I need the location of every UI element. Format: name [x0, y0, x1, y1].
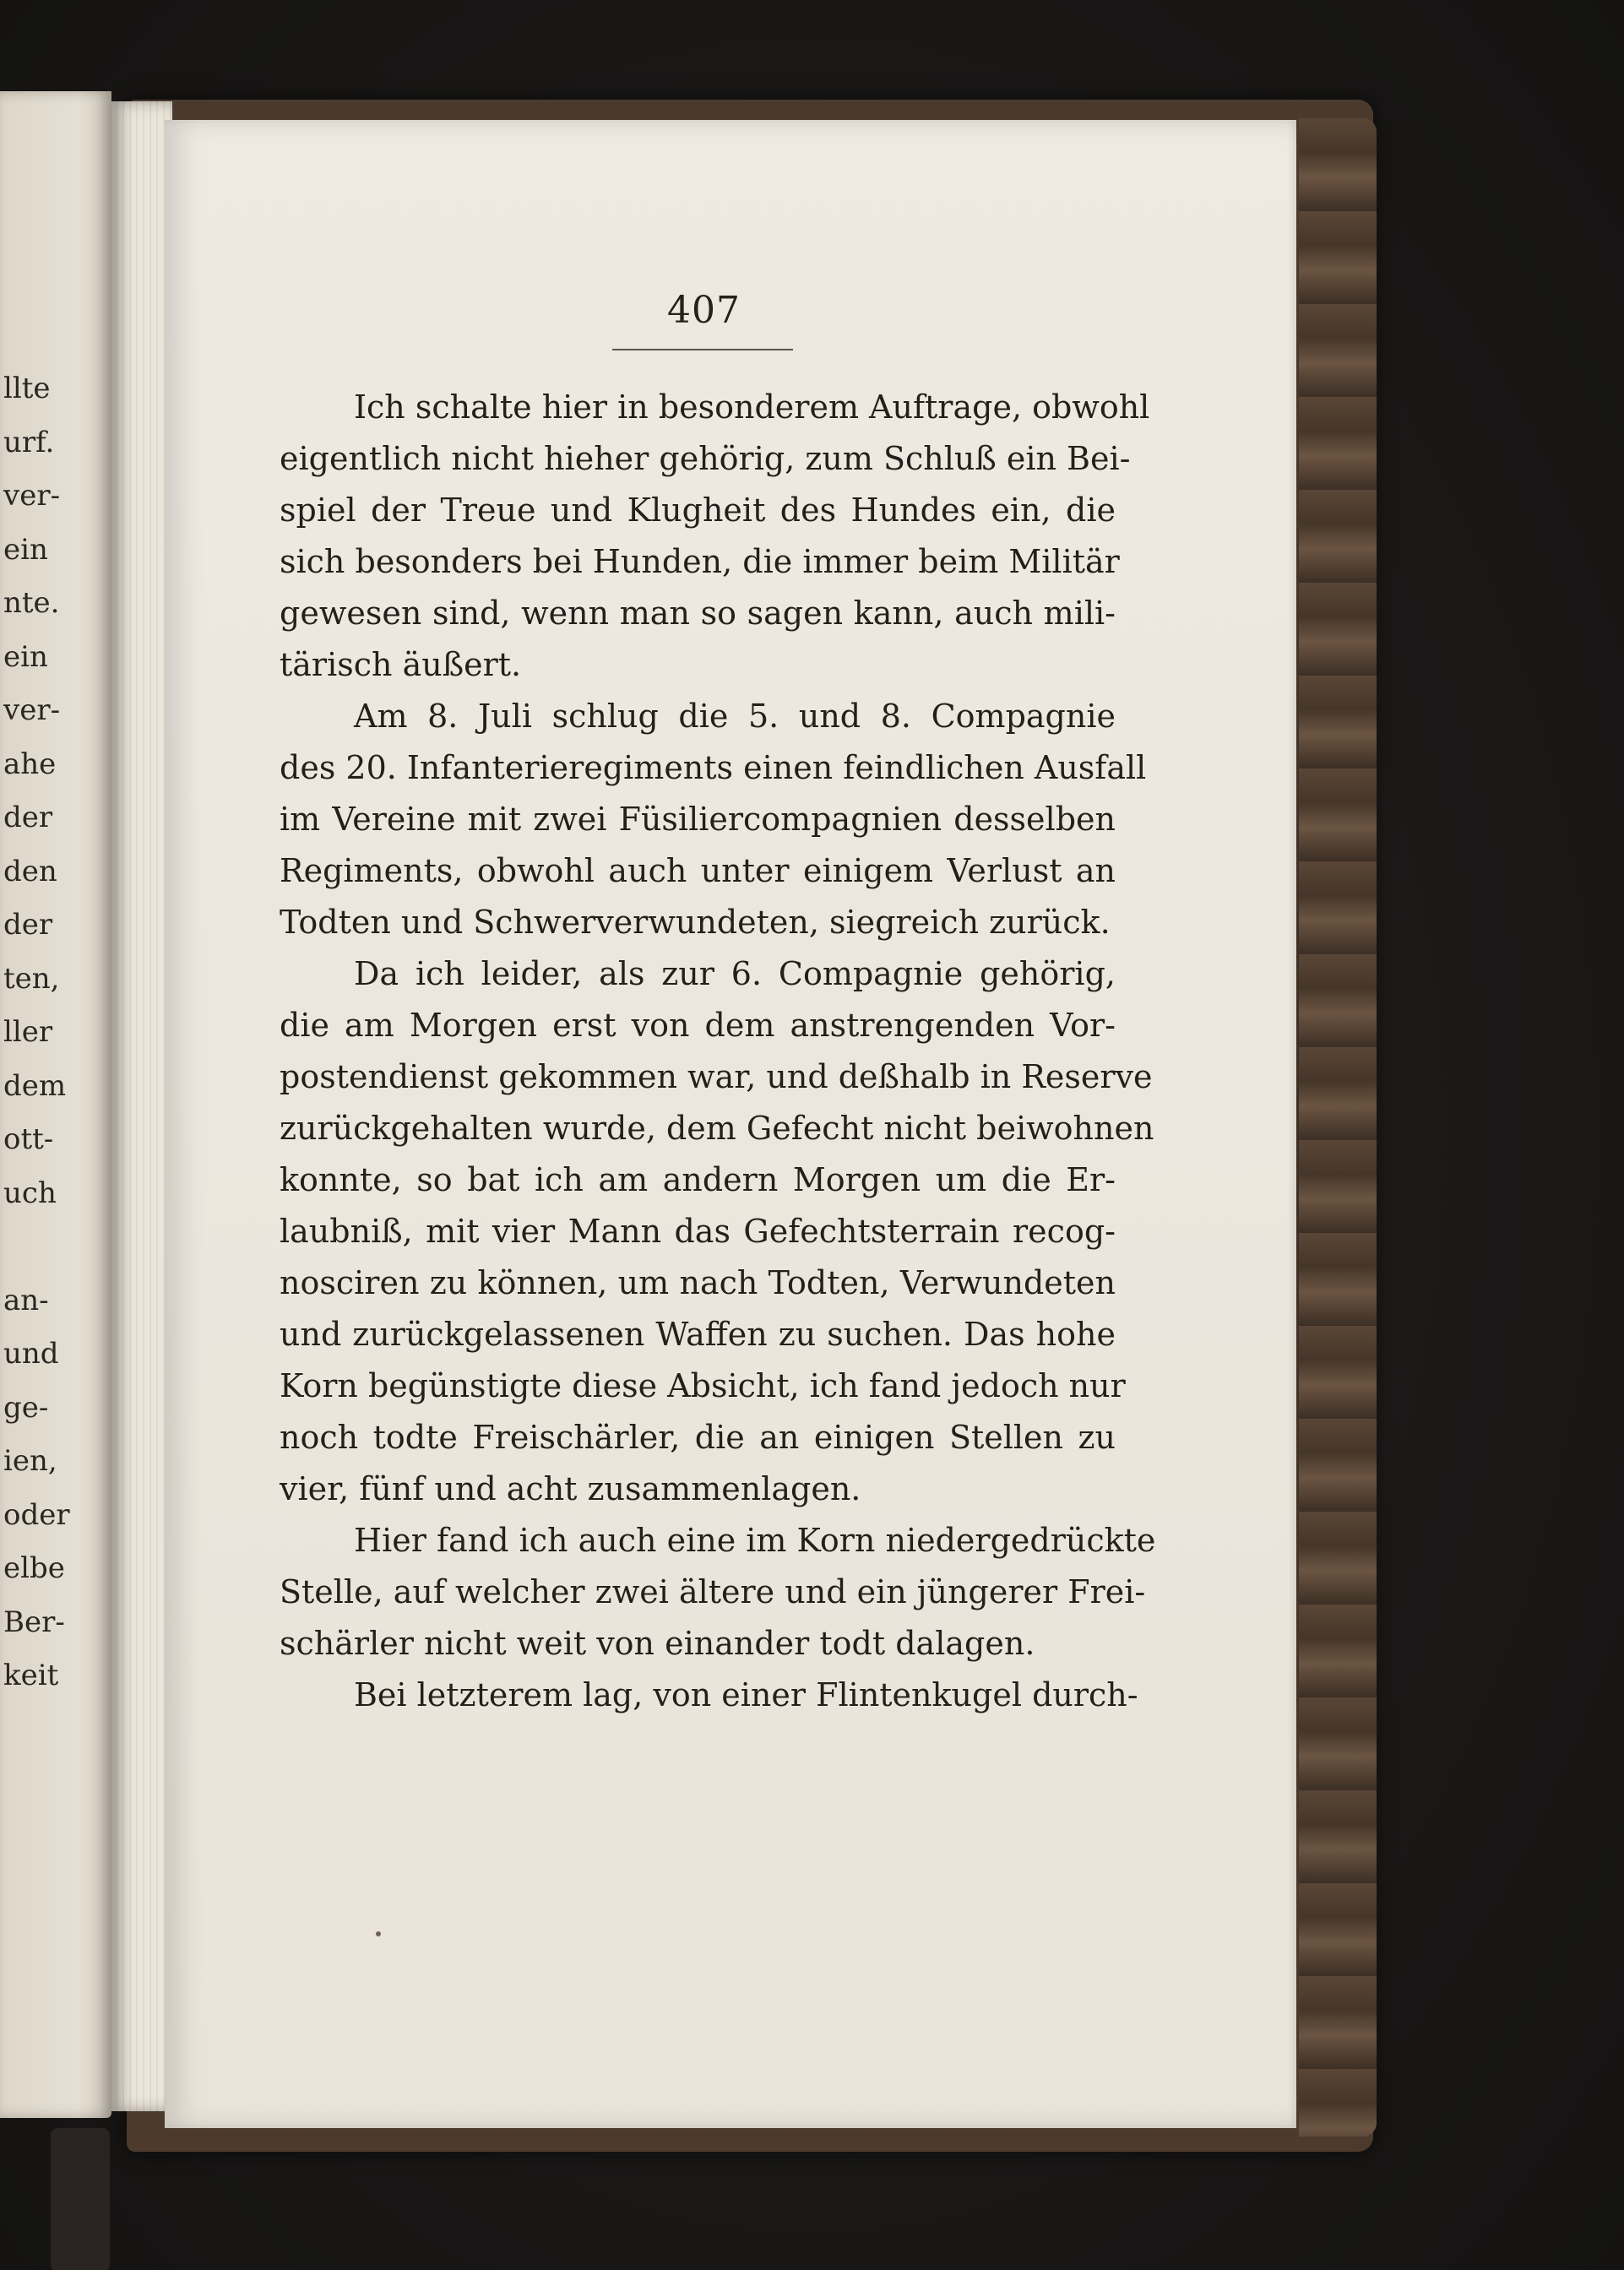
header-rule — [612, 349, 793, 350]
text-line: Da ich leider, als zur 6. Compagnie gehörig, — [354, 955, 1116, 992]
left-page-fragment: ott- — [3, 1122, 54, 1156]
text-line: Am 8. Juli schlug die 5. und 8. Compagnie — [354, 698, 1116, 735]
text-line: Ich schalte hier in besonderem Auftrage, obwohl — [354, 388, 1150, 426]
text-line: nosciren zu können, um nach Todten, Verwundeten — [280, 1264, 1116, 1301]
page-gutter — [111, 101, 172, 2111]
left-page-fragment: oder — [3, 1497, 70, 1532]
text-line: und zurückgelassenen Waffen zu suchen. Das hohe — [280, 1316, 1116, 1353]
left-page-fragment: ein — [3, 639, 48, 674]
text-line: noch todte Freischärler, die an einigen Stellen zu — [280, 1419, 1116, 1456]
left-page-fragment: uch — [3, 1176, 57, 1210]
left-page-fragment: ien, — [3, 1444, 57, 1478]
left-page-fragment: urf. — [3, 425, 55, 459]
text-line: spiel der Treue und Klugheit des Hundes ein, die — [280, 491, 1116, 529]
text-line: vier, fünf und acht zusammenlagen. — [280, 1470, 861, 1507]
text-line: eigentlich nicht hieher gehörig, zum Schluß ein Bei- — [280, 440, 1131, 477]
left-page-fragment: ten, — [3, 961, 60, 996]
paper-speck — [376, 1931, 381, 1936]
right-page — [165, 120, 1296, 2128]
text-line: gewesen sind, wenn man so sagen kann, auch mili- — [280, 595, 1116, 632]
text-line: Hier fand ich auch eine im Korn niedergedrückte — [354, 1522, 1156, 1559]
text-line: tärisch äußert. — [280, 646, 522, 683]
left-page — [0, 91, 111, 2118]
left-page-fragment: elbe — [3, 1551, 65, 1585]
left-page-fragment: den — [3, 854, 57, 888]
left-page-fragment: der — [3, 801, 53, 834]
left-page-fragment: ller — [3, 1015, 53, 1049]
book-cover-edge — [1299, 118, 1377, 2137]
text-line: Bei letzterem lag, von einer Flintenkugel durch- — [354, 1676, 1138, 1713]
left-page-fragment: Ber- — [3, 1605, 65, 1639]
text-line: laubniß, mit vier Mann das Gefechtsterrain recog- — [280, 1213, 1116, 1250]
text-line: Stelle, auf welcher zwei ältere und ein jüngerer Frei- — [280, 1573, 1146, 1610]
text-line: im Vereine mit zwei Füsiliercompagnien desselben — [280, 801, 1116, 838]
text-line: Regiments, obwohl auch unter einigem Verlust an — [280, 852, 1116, 889]
text-line: Korn begünstigte diese Absicht, ich fand jedoch nur — [280, 1367, 1126, 1404]
left-page-fragment: ahe — [3, 747, 57, 781]
left-page-fragment: keit — [3, 1659, 59, 1692]
text-line: schärler nicht weit von einander todt dalagen. — [280, 1625, 1035, 1662]
left-page-fragment: und — [3, 1337, 59, 1371]
left-page-fragment: ver- — [3, 479, 61, 513]
left-page-fragment: ge- — [3, 1390, 49, 1425]
left-page-fragment: dem — [3, 1068, 67, 1103]
left-page-fragment: an- — [3, 1283, 49, 1317]
left-page-fragment: ver- — [3, 693, 61, 727]
text-line: des 20. Infanterieregiments einen feindlichen Ausfall — [280, 749, 1147, 786]
text-line: konnte, so bat ich am andern Morgen um die Er- — [280, 1161, 1116, 1198]
page-number: 407 — [667, 289, 741, 332]
text-line: postendienst gekommen war, und deßhalb in Reserve — [280, 1058, 1153, 1095]
left-page-fragment: nte. — [3, 586, 60, 620]
text-line: die am Morgen erst von dem anstrengenden Vor- — [280, 1007, 1116, 1044]
left-page-fragment: der — [3, 908, 53, 942]
left-page-fragment: ein — [3, 532, 48, 567]
left-cover-corner — [51, 2128, 110, 2270]
text-line: Todten und Schwerverwundeten, siegreich zurück. — [280, 904, 1111, 941]
text-line: zurückgehalten wurde, dem Gefecht nicht beiwohnen — [280, 1110, 1154, 1147]
body-text — [280, 382, 1156, 1721]
left-page-fragment: llte — [3, 372, 51, 405]
text-line: sich besonders bei Hunden, die immer beim Militär — [280, 543, 1120, 580]
